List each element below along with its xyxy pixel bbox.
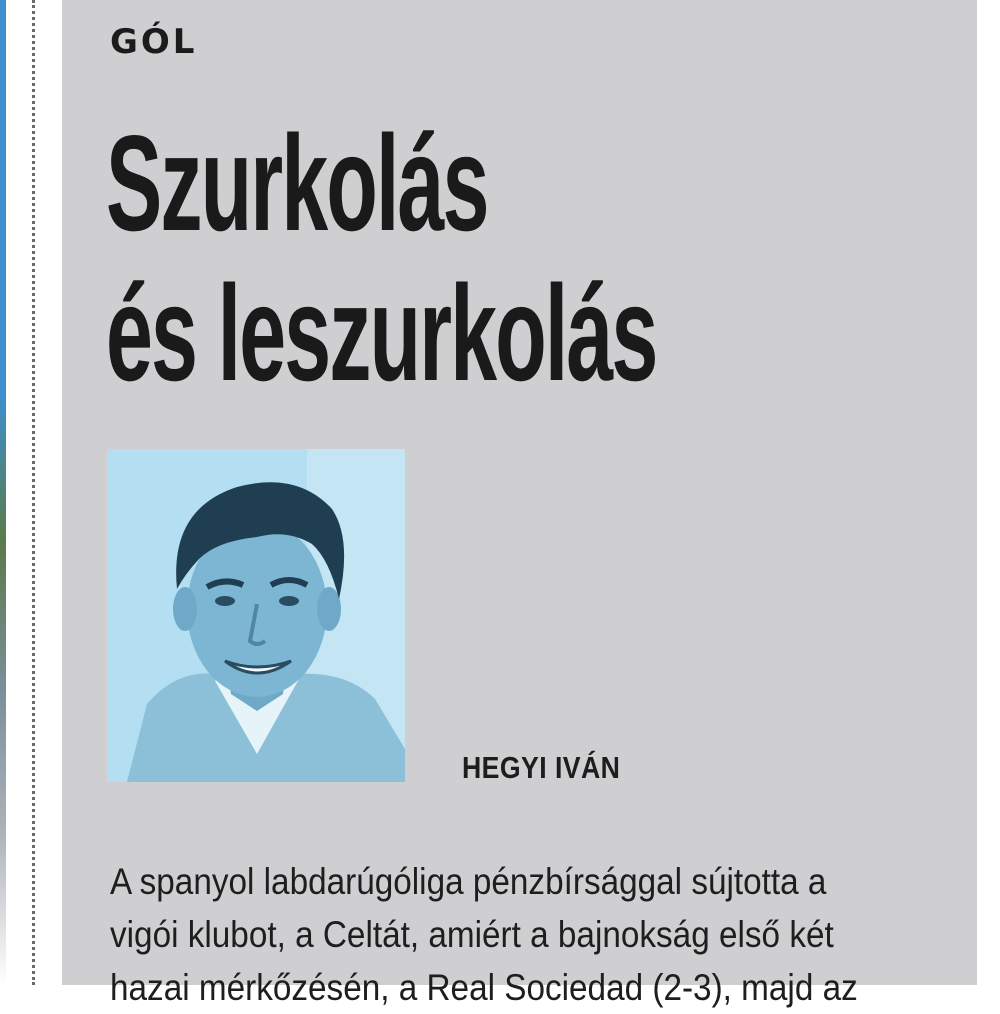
article-headline: [106, 107, 657, 409]
author-byline: HEGYI IVÁN: [462, 750, 621, 785]
article-body: [110, 855, 1000, 1014]
dotted-divider: [32, 0, 35, 985]
body-line-3: hazai mérkőzésén, a Real Sociedad (2-3), majd az: [110, 967, 858, 1008]
headline-line-1: Szurkolás: [106, 107, 488, 259]
body-line-1: A spanyol labdarúgóliga pénzbírsággal sújtotta a: [110, 861, 827, 902]
headline-line-2: és leszurkolás: [106, 257, 657, 409]
column-kicker: GÓL: [110, 22, 198, 62]
adjacent-page-edge: [0, 0, 6, 985]
body-line-2: vigói klubot, a Celtát, amiért a bajnokság első két: [110, 914, 834, 955]
author-portrait: [107, 449, 405, 782]
portrait-illustration: [107, 449, 405, 782]
